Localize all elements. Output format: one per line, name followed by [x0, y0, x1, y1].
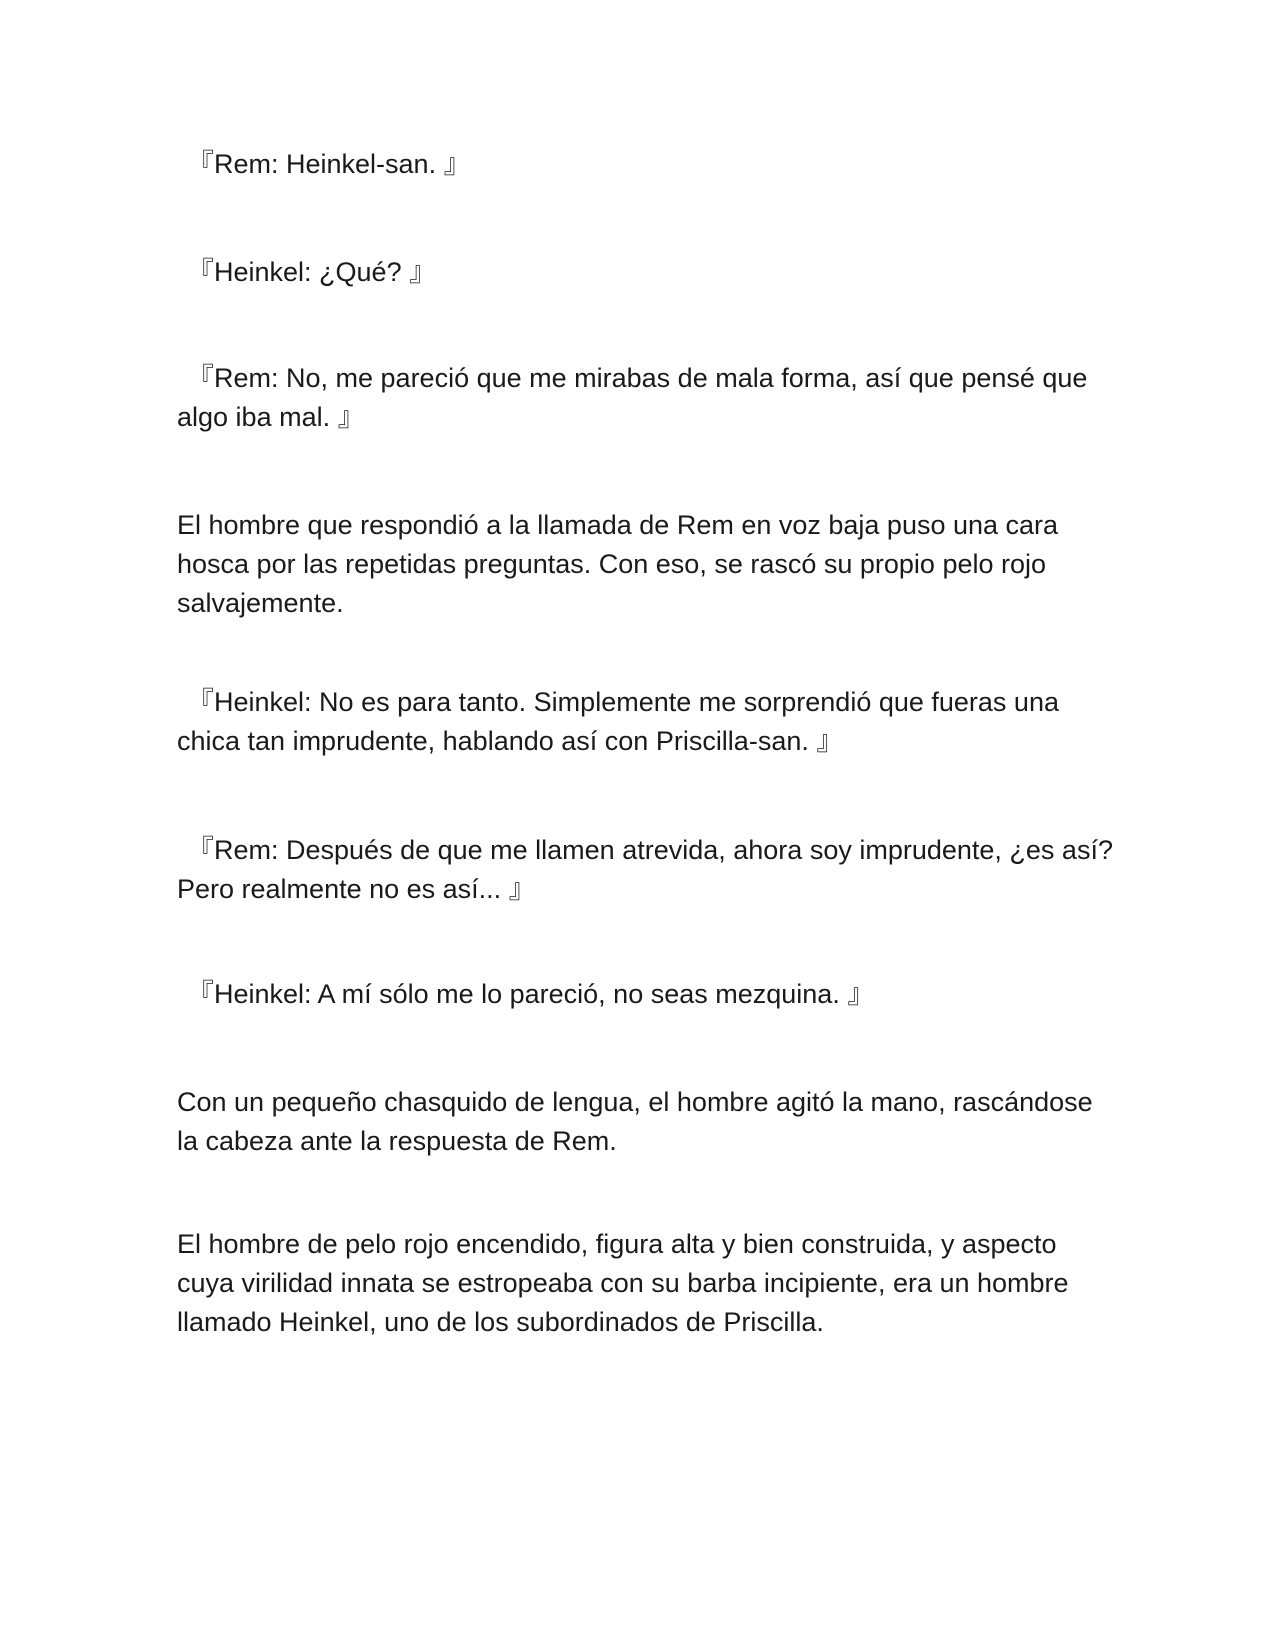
dialogue-heinkel-que: 『Heinkel: ¿Qué? 』 [187, 257, 437, 287]
narration-chasquido: Con un pequeño chasquido de lengua, el hombre agitó la mano, rascándose la cabeza ante la respuesta de Rem. [177, 1087, 1093, 1156]
dialogue-rem-atrevida: 『Rem: Después de que me llamen atrevida, ahora soy imprudente, ¿es así? Pero realmente no es así... 』 [177, 835, 1113, 904]
dialogue-rem-greeting: 『Rem: Heinkel-san. 』 [187, 149, 471, 179]
dialogue-heinkel-no-es-para-tanto: 『Heinkel: No es para tanto. Simplemente me sorprendió que fueras una chica tan imprudente, hablando así con Priscilla-san. 』 [177, 687, 1059, 756]
narration-hombre-respondio: El hombre que respondió a la llamada de Rem en voz baja puso una cara hosca por las repetidas preguntas. Con eso, se rascó su propio pelo rojo salvajemente. [177, 510, 1059, 618]
dialogue-heinkel-mezquina: 『Heinkel: A mí sólo me lo pareció, no seas mezquina. 』 [187, 979, 875, 1009]
narration-pelo-rojo: El hombre de pelo rojo encendido, figura alta y bien construida, y aspecto cuya virilidad innata se estropeaba con su barba incipiente, era un hombre llamado Heinkel, uno de los subordinados de Priscilla. [177, 1229, 1069, 1337]
dialogue-rem-mirabas: 『Rem: No, me pareció que me mirabas de mala forma, así que pensé que algo iba mal. 』 [177, 363, 1088, 432]
